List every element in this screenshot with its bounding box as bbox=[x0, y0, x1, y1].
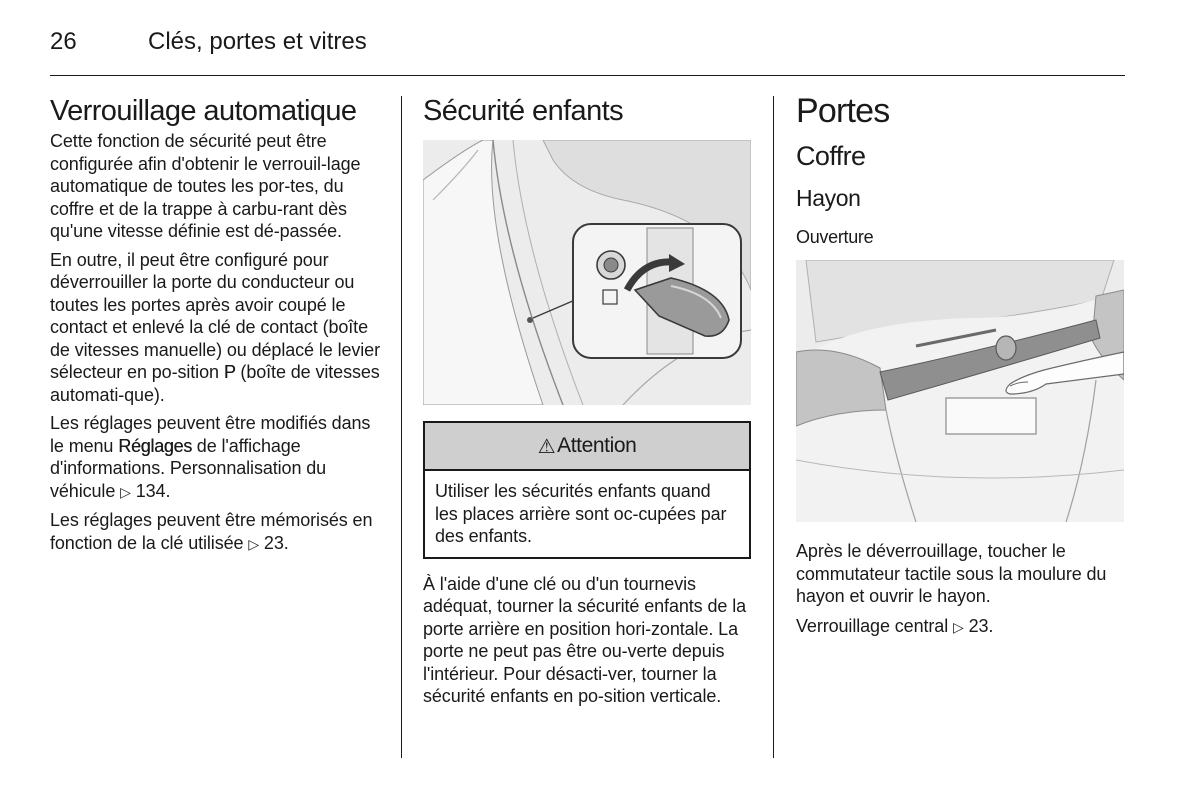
diamond-arrow-icon: ▷ bbox=[953, 618, 964, 635]
column-portes bbox=[796, 92, 1124, 638]
column-divider-1 bbox=[401, 96, 402, 758]
heading-ouverture: Ouverture bbox=[796, 227, 874, 247]
page-title: Clés, portes et vitres bbox=[148, 28, 367, 55]
heading-coffre: Coffre bbox=[796, 141, 866, 171]
paragraph-tournevis: À l'aide d'une clé ou d'un tournevis adéquat, tourner la sécurité enfants de la porte arrière en position hori-zontale. La porte ne peut pas être ou-verte depuis l'intérieur. Pour désacti-ver, tourner la sécurité enfants en po-sition verticale. bbox=[423, 573, 747, 706]
warning-header bbox=[425, 423, 749, 471]
page-number: 26 bbox=[50, 28, 77, 55]
heading-hayon: Hayon bbox=[796, 185, 861, 211]
paragraph-verrouillage-central: Verrouillage central ▷ 23. bbox=[796, 615, 994, 636]
column-verrouillage bbox=[50, 94, 382, 555]
heading-securite-enfants: Sécurité enfants bbox=[423, 95, 623, 127]
paragraph-deverrouillage: Après le déverrouillage, toucher le commutateur tactile sous la moulure du hayon et ouvrir le hayon. bbox=[796, 541, 1107, 606]
warning-box bbox=[423, 421, 751, 559]
column-divider-2 bbox=[773, 96, 774, 758]
warning-triangle-icon: ⚠ bbox=[537, 435, 556, 458]
child-lock-drawing bbox=[423, 140, 751, 405]
menu-reglages: Réglages bbox=[118, 435, 192, 456]
diamond-arrow-icon: ▷ bbox=[248, 535, 259, 552]
warning-text: Utiliser les sécurités enfants quand les places arrière sont oc-cupées par des enfants. bbox=[435, 481, 727, 546]
child-lock-illustration bbox=[423, 140, 751, 405]
page-ref-23: 23. bbox=[263, 532, 289, 553]
heading-portes: Portes bbox=[796, 92, 890, 130]
paragraph-deverrouiller: En outre, il peut être configuré pour déverrouiller la porte du conducteur ou toutes les portes après avoir coupé le contact et enlevé la clé de contact (boîte de vitesses manuelle) ou déplacé le levier sélecteur en po-sition P (boîte de vitesses automati-que). bbox=[50, 249, 380, 405]
warning-title: Attention bbox=[557, 434, 637, 457]
paragraph-fonction: Cette fonction de sécurité peut être configurée afin d'obtenir le verrouil-lage automatique de toutes les por-tes, du coffre et de la trappe à carbu-rant dès qu'une vitesse définie est dé-passée. bbox=[50, 131, 361, 241]
paragraph-memorises: Les réglages peuvent être mémorisés en fonction de la clé utilisée ▷ 23. bbox=[50, 510, 373, 553]
page-ref-23-central: 23. bbox=[968, 615, 994, 636]
column-securite-enfants bbox=[423, 94, 753, 708]
header-rule bbox=[50, 75, 1125, 76]
tailgate-drawing bbox=[796, 260, 1124, 522]
gear-position-p: P bbox=[223, 362, 236, 382]
diamond-arrow-icon: ▷ bbox=[120, 483, 131, 500]
paragraph-reglages: Les réglages peuvent être modifiés dans le menu Réglages de l'affichage d'informations. Personnalisation du véhicule ▷ 134. bbox=[50, 413, 371, 501]
tailgate-illustration bbox=[796, 260, 1124, 522]
page-ref-134: 134. bbox=[135, 480, 171, 501]
heading-verrouillage-automatique: Verrouillage automatique bbox=[50, 95, 357, 127]
warning-body bbox=[425, 471, 749, 557]
